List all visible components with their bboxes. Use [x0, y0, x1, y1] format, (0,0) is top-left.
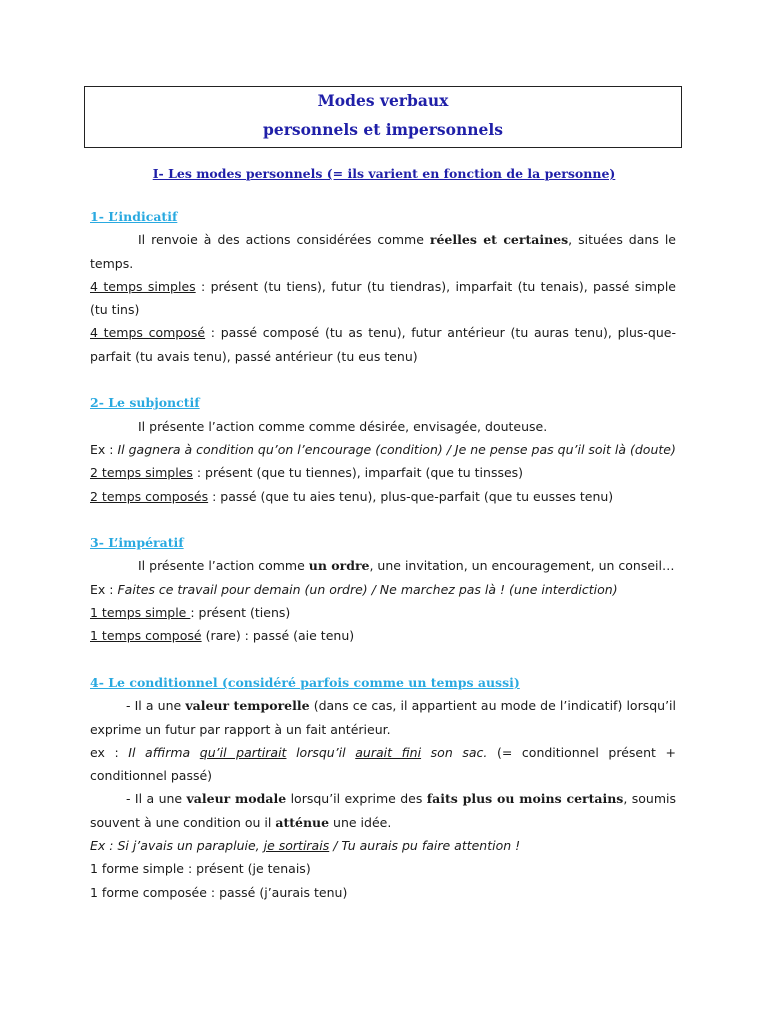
text: : présent (tiens)	[190, 605, 291, 621]
example: son sac.	[421, 744, 488, 760]
spacer	[90, 368, 676, 391]
subjonctif-example	[90, 438, 676, 461]
indicatif-simples	[90, 275, 676, 322]
example: Ex : Si j’avais un parapluie,	[90, 838, 264, 854]
text: lorsqu’il exprime des	[286, 791, 427, 807]
example: / Tu aurais pu faire attention !	[329, 838, 521, 854]
spacer	[90, 508, 676, 531]
section-title: I- Les modes personnels (= ils varient en fonction de la personne)	[152, 166, 616, 181]
conditionnel-example-2	[90, 834, 676, 857]
text: une idée.	[329, 814, 392, 830]
label: ex :	[90, 744, 129, 760]
emphasis: un ordre	[308, 558, 370, 574]
indicatif-definition	[90, 228, 676, 275]
subjonctif-composes	[90, 485, 676, 508]
text: (rare) : passé (aie tenu)	[201, 628, 355, 644]
text: : présent (tu tiens), futur (tu tiendras), imparfait (tu tenais), passé simple (tu tins)	[90, 278, 676, 318]
document-body	[90, 205, 676, 904]
label: Ex :	[90, 581, 118, 597]
conditionnel-temporel	[90, 694, 676, 741]
spacer	[90, 648, 676, 671]
heading-indicatif: 1- L’indicatif	[90, 209, 178, 224]
text: - Il a une	[126, 791, 187, 807]
imperatif-compose	[90, 624, 676, 647]
emphasis: valeur temporelle	[185, 698, 310, 714]
title-line-1: Modes verbaux	[317, 91, 449, 110]
emphasis: atténue	[275, 814, 330, 830]
example: Il affirma	[128, 744, 200, 760]
text: , une invitation, un encouragement, un conseil…	[369, 558, 675, 574]
text: : passé composé (tu as tenu), futur antérieur (tu auras tenu), plus-que-parfait (tu avais tenu), passé antérieur (tu eus tenu)	[90, 325, 676, 364]
example: lorsqu’il	[286, 744, 356, 760]
heading-conditionnel: 4- Le conditionnel (considéré parfois comme un temps aussi)	[90, 674, 520, 690]
text: , situées dans le temps.	[90, 232, 676, 271]
label: 1 temps simple	[90, 605, 191, 621]
heading-subjonctif: 2- Le subjonctif	[90, 395, 200, 411]
label: 4 temps simples	[90, 278, 196, 294]
imperatif-definition	[90, 554, 676, 577]
conditionnel-forme-composee: 1 forme composée : passé (j’aurais tenu)	[90, 884, 348, 900]
emphasis: réelles et certaines	[429, 232, 569, 248]
label: 2 temps simples	[90, 465, 193, 481]
emphasis: valeur modale	[186, 791, 287, 807]
imperatif-example	[90, 578, 676, 601]
emphasis: faits plus ou moins certains	[426, 791, 624, 807]
example: Il gagnera à condition qu’on l’encourage (condition) / Je ne pense pas qu’il soit là (doute)	[117, 441, 676, 457]
imperatif-simple	[90, 601, 676, 624]
text: Il renvoie à des actions considérées comme	[138, 232, 430, 248]
label: 2 temps composés	[90, 488, 209, 504]
label: 1 temps composé	[90, 628, 202, 644]
text: , soumis souvent à une condition ou il	[90, 791, 676, 830]
example-underlined: qu’il partirait	[199, 744, 287, 760]
conditionnel-example-1	[90, 741, 676, 788]
subjonctif-simples	[90, 461, 676, 484]
example-underlined: aurait fini	[355, 744, 422, 760]
text: (= conditionnel présent + conditionnel passé)	[90, 744, 677, 784]
label: 4 temps composé	[90, 325, 206, 341]
subjonctif-definition: Il présente l’action comme comme désirée, envisagée, douteuse.	[138, 418, 548, 434]
title-line-2: personnels et impersonnels	[263, 120, 503, 139]
conditionnel-forme-simple: 1 forme simple : présent (je tenais)	[90, 861, 311, 877]
heading-imperatif: 3- L’impératif	[90, 535, 184, 551]
text: : passé (que tu aies tenu), plus-que-parfait (que tu eusses tenu)	[208, 488, 614, 504]
text: - Il a une	[126, 698, 186, 714]
example-underlined: je sortirais	[263, 838, 330, 854]
indicatif-composes	[90, 321, 676, 368]
conditionnel-modal	[90, 787, 676, 834]
text: : présent (que tu tiennes), imparfait (que tu tinsses)	[192, 465, 524, 481]
label: Ex :	[90, 441, 118, 457]
title-box	[84, 86, 682, 148]
example: Faites ce travail pour demain (un ordre) / Ne marchez pas là ! (une interdiction)	[117, 581, 618, 597]
text: Il présente l’action comme	[138, 558, 309, 574]
text: (dans ce cas, il appartient au mode de l’indicatif) lorsqu’il exprime un futur par rapport à un fait antérieur.	[90, 698, 676, 737]
